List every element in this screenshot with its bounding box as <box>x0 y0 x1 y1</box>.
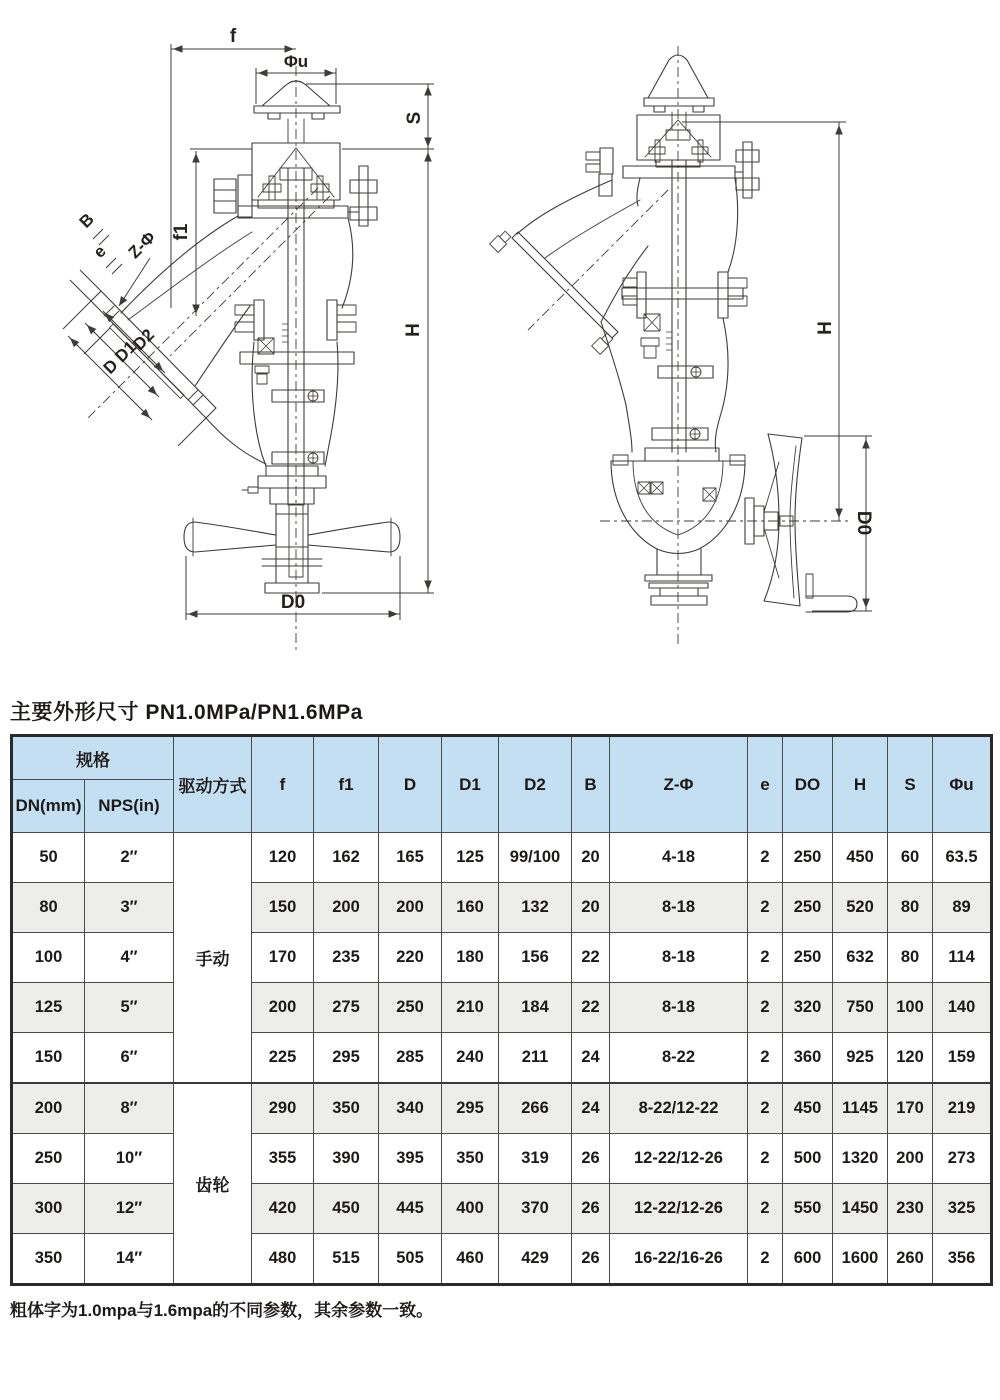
table-cell: 5″ <box>85 983 174 1033</box>
dim-label-f1: f1 <box>171 223 192 241</box>
table-cell: 420 <box>252 1184 314 1234</box>
valve-side-view <box>490 46 874 648</box>
table-cell: 60 <box>888 833 933 883</box>
table-cell: 520 <box>833 883 888 933</box>
table-cell: 235 <box>314 933 379 983</box>
dim-label-h-front: H <box>403 323 424 337</box>
dim-label-h-side: H <box>815 321 836 335</box>
table-cell: 295 <box>314 1033 379 1084</box>
table-cell: 260 <box>888 1234 933 1285</box>
table-cell: 8-18 <box>610 883 748 933</box>
table-cell: 460 <box>442 1234 499 1285</box>
table-cell: 8-18 <box>610 933 748 983</box>
table-cell: 80 <box>888 883 933 933</box>
table-cell: 24 <box>572 1083 610 1134</box>
table-cell: 160 <box>442 883 499 933</box>
table-cell: 200 <box>252 983 314 1033</box>
table-cell: 273 <box>933 1134 992 1184</box>
page-title: 主要外形尺寸 PN1.0MPa/PN1.6MPa <box>10 701 363 724</box>
table-row <box>12 983 992 1033</box>
table-cell: 429 <box>499 1234 572 1285</box>
table-cell: 200 <box>888 1134 933 1184</box>
table-cell: 20 <box>572 833 610 883</box>
table-cell: 600 <box>783 1234 833 1285</box>
table-cell: 250 <box>12 1134 85 1184</box>
dim-label-d0-side: D0 <box>853 510 874 536</box>
table-cell: 750 <box>833 983 888 1033</box>
table-cell: 114 <box>933 933 992 983</box>
table-cell: 99/100 <box>499 833 572 883</box>
table-cell: 200 <box>12 1083 85 1134</box>
table-cell: 340 <box>379 1083 442 1134</box>
table-row <box>12 883 992 933</box>
table-cell: 150 <box>12 1033 85 1084</box>
table-cell: 325 <box>933 1184 992 1234</box>
header-f1: f1 <box>314 736 379 833</box>
dim-label-d0-front: D0 <box>280 592 306 613</box>
table-cell: 450 <box>314 1184 379 1234</box>
header-d: D <box>379 736 442 833</box>
table-cell: 355 <box>252 1134 314 1184</box>
table-cell: 2 <box>748 883 783 933</box>
table-cell: 250 <box>783 933 833 983</box>
body-right-edge <box>342 218 353 308</box>
table-cell: 1450 <box>833 1184 888 1234</box>
table-cell: 26 <box>572 1184 610 1234</box>
table-cell: 350 <box>442 1134 499 1184</box>
table-cell: 360 <box>783 1033 833 1084</box>
table-cell: 140 <box>933 983 992 1033</box>
header-do: DO <box>783 736 833 833</box>
header-e: e <box>748 736 783 833</box>
header-phi-u: Φu <box>933 736 992 833</box>
header-s: S <box>888 736 933 833</box>
table-cell: 50 <box>12 833 85 883</box>
mid-plate <box>622 288 743 299</box>
table-cell: 450 <box>833 833 888 883</box>
table-cell: 390 <box>314 1134 379 1184</box>
table-cell: 26 <box>572 1134 610 1184</box>
table-cell: 632 <box>833 933 888 983</box>
table-cell: 210 <box>442 983 499 1033</box>
dim-label-d: D <box>99 355 122 378</box>
table-cell: 150 <box>252 883 314 933</box>
table-cell: 4-18 <box>610 833 748 883</box>
dim-label-s: S <box>404 111 425 125</box>
table-cell: 100 <box>888 983 933 1033</box>
table-cell: 550 <box>783 1184 833 1234</box>
table-cell: 2 <box>748 1234 783 1285</box>
table-cell: 170 <box>252 933 314 983</box>
table-cell: 22 <box>572 933 610 983</box>
table-cell: 285 <box>379 1033 442 1084</box>
table-cell: 10″ <box>85 1134 174 1184</box>
table-cell: 125 <box>442 833 499 883</box>
table-cell: 219 <box>933 1083 992 1134</box>
crank-handle <box>806 596 857 612</box>
table-cell: 200 <box>314 883 379 933</box>
table-row <box>12 1134 992 1184</box>
table-cell: 8-22/12-22 <box>610 1083 748 1134</box>
table-cell: 20 <box>572 883 610 933</box>
right-flange <box>735 142 759 198</box>
table-cell: 266 <box>499 1083 572 1134</box>
header-drive: 驱动方式 <box>174 736 252 833</box>
table-cell: 250 <box>379 983 442 1033</box>
dim-label-z-phi: Z-Φ <box>124 227 160 263</box>
table-cell: 8″ <box>85 1083 174 1134</box>
dim-label-phi-u: Φu <box>283 52 309 71</box>
table-cell: 2 <box>748 833 783 883</box>
table-cell: 162 <box>314 833 379 883</box>
header-d1: D1 <box>442 736 499 833</box>
technical-drawings <box>0 0 1000 690</box>
table-cell: 120 <box>252 833 314 883</box>
table-cell: 165 <box>379 833 442 883</box>
table-cell: 100 <box>12 933 85 983</box>
table-cell: 2 <box>748 1184 783 1234</box>
table-row <box>12 1033 992 1084</box>
header-b: B <box>572 736 610 833</box>
table-row <box>12 933 992 983</box>
table-cell: 370 <box>499 1184 572 1234</box>
table-cell: 26 <box>572 1234 610 1285</box>
dim-label-e: e <box>89 241 110 262</box>
table-cell: 6″ <box>85 1033 174 1084</box>
dim-label-d2: D2 <box>129 325 159 355</box>
table-cell: 80 <box>888 933 933 983</box>
table-cell: 1320 <box>833 1134 888 1184</box>
table-cell: 450 <box>783 1083 833 1134</box>
header-z-phi: Z-Φ <box>610 736 748 833</box>
table-cell: 120 <box>888 1033 933 1084</box>
footnote: 粗体字为1.0mpa与1.6mpa的不同参数，其余参数一致。 <box>10 1301 434 1320</box>
table-cell: 505 <box>379 1234 442 1285</box>
stem <box>672 160 686 452</box>
dim-label-b: B <box>75 209 98 232</box>
table-cell: 89 <box>933 883 992 933</box>
table-cell: 2″ <box>85 833 174 883</box>
branch <box>91 216 266 464</box>
table-cell: 184 <box>499 983 572 1033</box>
valve-front-view <box>63 26 434 650</box>
table-cell: 356 <box>933 1234 992 1285</box>
table-cell: 320 <box>783 983 833 1033</box>
table-cell: 24 <box>572 1033 610 1084</box>
table-cell: 500 <box>783 1134 833 1184</box>
table-cell: 80 <box>12 883 85 933</box>
table-cell: 300 <box>12 1184 85 1234</box>
header-dn: DN(mm) <box>12 780 85 833</box>
dim-label-d1: D1 <box>111 337 141 367</box>
table-cell: 12-22/12-26 <box>610 1134 748 1184</box>
table-cell: 齿轮 <box>174 1083 252 1285</box>
table-cell: 手动 <box>174 833 252 1084</box>
table-cell: 156 <box>499 933 572 983</box>
table-cell: 3″ <box>85 883 174 933</box>
table-cell: 250 <box>783 883 833 933</box>
table-cell: 1600 <box>833 1234 888 1285</box>
table-cell: 2 <box>748 983 783 1033</box>
table-cell: 295 <box>442 1083 499 1134</box>
mid-plate <box>240 352 354 364</box>
table-cell: 8-18 <box>610 983 748 1033</box>
header-d2: D2 <box>499 736 572 833</box>
table-cell: 240 <box>442 1033 499 1084</box>
table-cell: 925 <box>833 1033 888 1084</box>
valve-drawings-svg <box>0 0 1000 690</box>
table-cell: 211 <box>499 1033 572 1084</box>
table-cell: 1145 <box>833 1083 888 1134</box>
table-row <box>12 1083 992 1134</box>
table-cell: 2 <box>748 1083 783 1134</box>
table-cell: 395 <box>379 1134 442 1184</box>
table-cell: 2 <box>748 1134 783 1184</box>
cap-base <box>254 106 340 113</box>
table-cell: 16-22/16-26 <box>610 1234 748 1285</box>
table-cell: 230 <box>888 1184 933 1234</box>
table-cell: 2 <box>748 933 783 983</box>
table-cell: 275 <box>314 983 379 1033</box>
table-cell: 2 <box>748 1033 783 1084</box>
table-row <box>12 1234 992 1285</box>
table-cell: 200 <box>379 883 442 933</box>
table-cell: 220 <box>379 933 442 983</box>
table-cell: 350 <box>314 1083 379 1134</box>
table-cell: 445 <box>379 1184 442 1234</box>
table-cell: 4″ <box>85 933 174 983</box>
table-cell: 225 <box>252 1033 314 1084</box>
table-cell: 290 <box>252 1083 314 1134</box>
dimension-table <box>10 734 993 1286</box>
table-cell: 350 <box>12 1234 85 1285</box>
header-nps: NPS(in) <box>85 780 174 833</box>
handwheel <box>184 514 400 556</box>
table-row <box>12 1184 992 1234</box>
crank-pin <box>806 574 813 598</box>
side-handwheel <box>745 434 857 612</box>
table-cell: 14″ <box>85 1234 174 1285</box>
bonnet-plate <box>623 166 735 178</box>
table-cell: 8-22 <box>610 1033 748 1084</box>
header-h: H <box>833 736 888 833</box>
table-cell: 12-22/12-26 <box>610 1184 748 1234</box>
table-cell: 180 <box>442 933 499 983</box>
table-cell: 12″ <box>85 1184 174 1234</box>
left-flange <box>214 175 252 217</box>
right-flange <box>348 166 377 226</box>
table-cell: 170 <box>888 1083 933 1134</box>
table-cell: 480 <box>252 1234 314 1285</box>
branch <box>490 180 648 354</box>
table-cell: 132 <box>499 883 572 933</box>
table-cell: 250 <box>783 833 833 883</box>
header-spec: 规格 <box>12 736 174 780</box>
table-cell: 125 <box>12 983 85 1033</box>
table-cell: 63.5 <box>933 833 992 883</box>
table-cell: 515 <box>314 1234 379 1285</box>
table-cell: 319 <box>499 1134 572 1184</box>
table-cell: 22 <box>572 983 610 1033</box>
table-cell: 400 <box>442 1184 499 1234</box>
dim-label-f: f <box>229 26 237 47</box>
table-cell: 159 <box>933 1033 992 1084</box>
table-row <box>12 833 992 883</box>
header-f: f <box>252 736 314 833</box>
left-flange <box>586 148 613 196</box>
